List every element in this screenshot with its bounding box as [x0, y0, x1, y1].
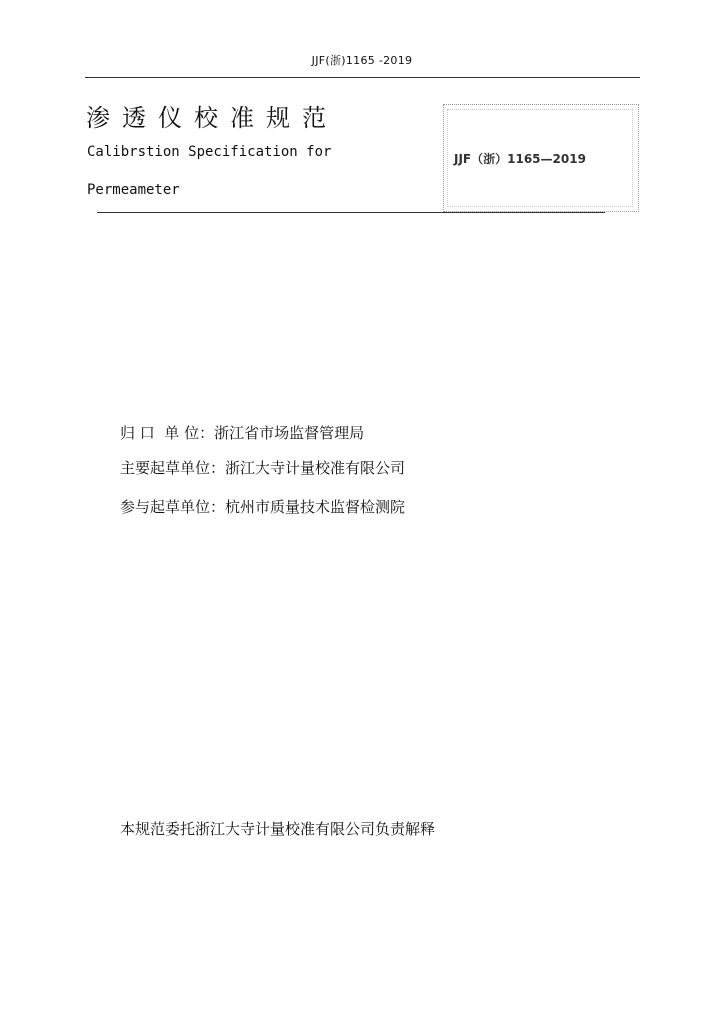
responsible-unit-value: 浙江省市场监督管理局	[214, 424, 365, 442]
page-title-english-line2: Permeameter	[87, 182, 180, 198]
main-drafting-unit-value: 浙江大寺计量校准有限公司	[225, 459, 406, 477]
header-standard-code: JJF(浙)1165 -2019	[311, 54, 413, 67]
main-drafting-unit-label: 主要起草单位：	[120, 459, 226, 477]
responsible-unit-label: 归 口 单 位：	[120, 424, 215, 442]
page-title-chinese: 渗透仪校准规范	[86, 104, 338, 132]
participating-unit-label: 参与起草单位：	[120, 498, 226, 516]
title-divider	[97, 212, 605, 213]
interpretation-note: 本规范委托浙江大寺计量校准有限公司负责解释	[120, 820, 436, 838]
main-drafting-unit-line	[120, 457, 405, 478]
page-title-english-line1: Calibrstion Specification for	[87, 144, 332, 160]
responsible-unit-line	[120, 422, 364, 443]
participating-unit-value: 杭州市质量技术监督检测院	[225, 498, 406, 516]
participating-unit-line	[120, 496, 405, 517]
header-divider	[85, 77, 640, 78]
stamp-standard-code: JJF（浙）1165—2019	[454, 152, 586, 166]
